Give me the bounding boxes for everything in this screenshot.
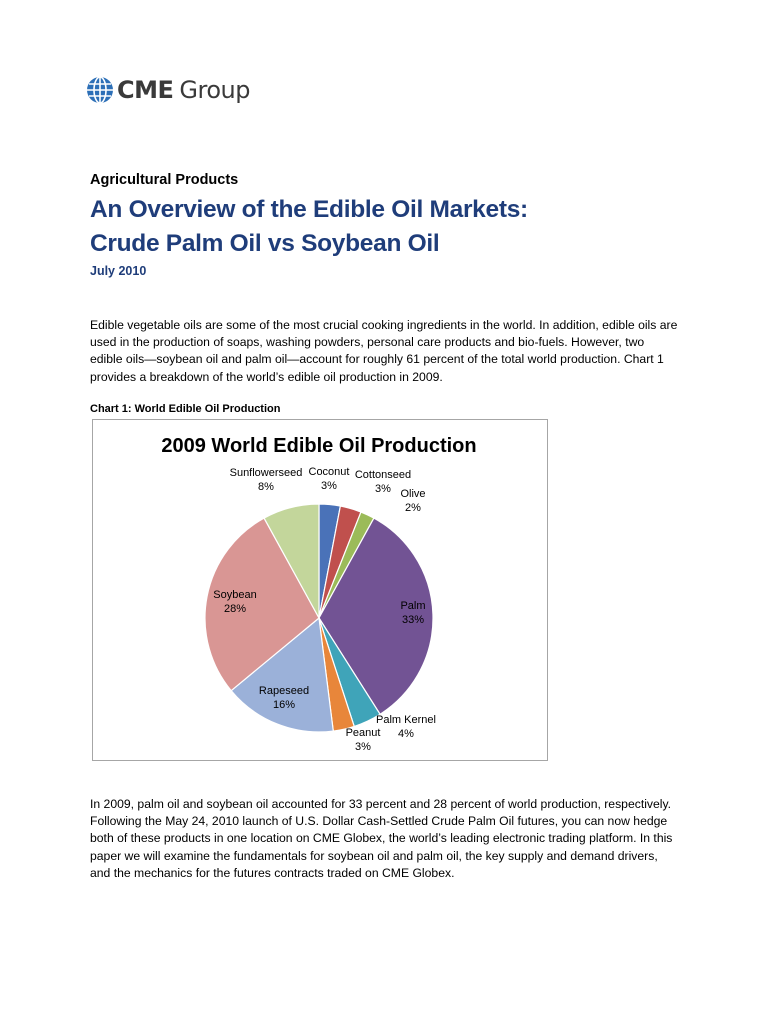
pie-value-olive: 2%: [405, 502, 421, 514]
pie-value-soybean: 28%: [223, 603, 247, 615]
pie-value-coconut: 3%: [321, 480, 337, 492]
pie-slices: [205, 504, 433, 732]
chart-title: 2009 World Edible Oil Production: [161, 435, 477, 457]
logo-word: Group: [179, 76, 250, 104]
section-kicker: Agricultural Products: [90, 172, 239, 188]
pie-chart: [92, 419, 548, 761]
pie-label-sunflowerseed: Sunflowerseed: [229, 467, 303, 479]
intro-paragraph: Edible vegetable oils are some of the most crucial cooking ingredients in the world. In addition, edible oils are used in the production of soaps, washing powders, personal care products and bio-fuels. However, two edible oils—soybean oil and palm oil—account for roughly 61 percent of the total world production. Chart 1 provides a breakdown of the world’s edible oil production in 2009.: [90, 318, 678, 384]
pie-label-rapeseed: Rapeseed: [258, 685, 310, 697]
pie-value-palm: 33%: [401, 614, 425, 626]
pie-label-coconut: Coconut: [308, 466, 350, 478]
document-date: July 2010: [90, 264, 147, 278]
pie-label-peanut: Peanut: [345, 727, 381, 739]
pie-value-peanut: 3%: [355, 741, 371, 753]
document-title-line2: Crude Palm Oil vs Soybean Oil: [90, 230, 440, 257]
pie-label-palm-kernel: Palm Kernel: [376, 714, 436, 726]
pie-label-palm: Palm: [400, 600, 426, 612]
pie-label-soybean: Soybean: [213, 589, 257, 601]
pie-value-cottonseed: 3%: [375, 483, 391, 495]
cme-group-logo: [86, 74, 250, 106]
closing-paragraph: In 2009, palm oil and soybean oil accounted for 33 percent and 28 percent of world production, respectively. Following the May 24, 2010 launch of U.S. Dollar Cash-Settled Crude Palm Oil futures, you can now hedge both of these products in one location on CME Globex, the world’s leading electronic trading platform. In this paper we will examine the fundamentals for soybean oil and palm oil, the key supply and demand drivers, and the mechanics for the futures contracts traded on CME Globex.: [90, 797, 673, 880]
logo-brand: CME: [117, 76, 174, 104]
document-title-line1: An Overview of the Edible Oil Markets:: [90, 196, 528, 223]
pie-value-rapeseed: 16%: [272, 699, 296, 711]
pie-chart-svg: [93, 420, 549, 762]
pie-label-olive: Olive: [400, 488, 426, 500]
globe-icon: [86, 76, 114, 104]
pie-value-sunflowerseed: 8%: [258, 481, 274, 493]
pie-value-palm-kernel: 4%: [398, 728, 414, 740]
pie-label-cottonseed: Cottonseed: [354, 469, 412, 481]
chart-caption: Chart 1: World Edible Oil Production: [90, 403, 281, 415]
